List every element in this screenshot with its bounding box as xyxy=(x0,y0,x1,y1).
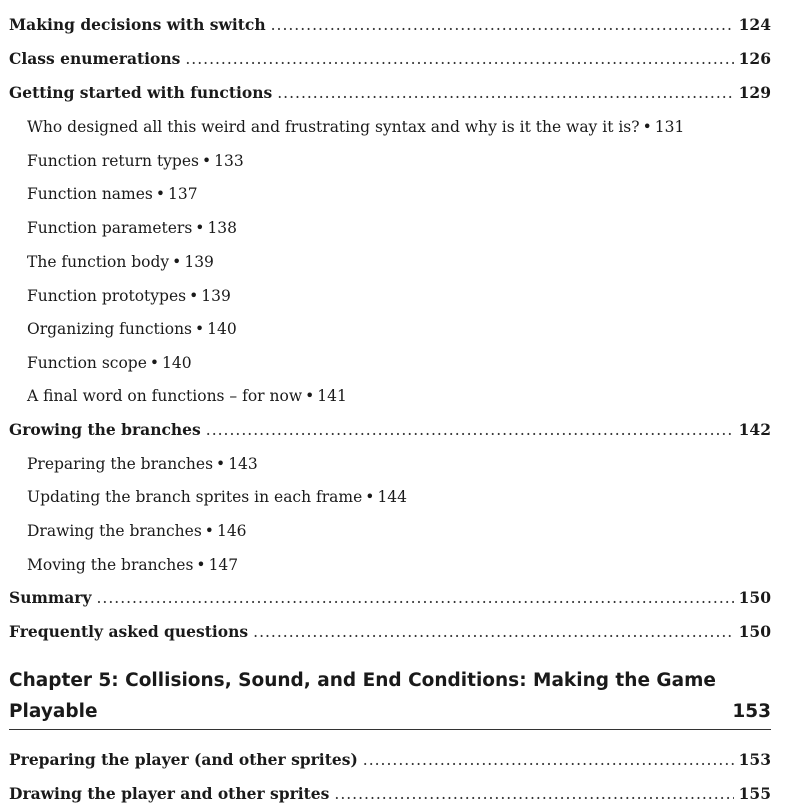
entry-title: Class enumerations xyxy=(9,49,181,68)
toc-entry xyxy=(9,13,771,37)
entry-page: 140 xyxy=(162,354,192,372)
entry-title: Function names xyxy=(27,185,153,203)
entry-title: Function parameters xyxy=(27,219,193,237)
dot-leader xyxy=(185,47,733,71)
toc-entry xyxy=(9,418,771,442)
entry-page: 138 xyxy=(207,219,238,237)
entry-page: 142 xyxy=(738,420,771,439)
entry-page: 140 xyxy=(207,320,237,338)
bullet: • xyxy=(201,152,212,170)
toc-subentry xyxy=(27,553,238,577)
bullet: • xyxy=(149,354,160,372)
entry-title: A final word on functions – for now xyxy=(27,387,303,405)
chapter-title-line1: Chapter 5: Collisions, Sound, and End Conditions: Making the Game xyxy=(9,670,716,691)
entry-page: 147 xyxy=(208,556,239,574)
chapter-title-line2: Playable xyxy=(9,701,98,722)
toc-subentry xyxy=(27,250,214,274)
entry-page: 141 xyxy=(317,387,347,405)
entry-title: Getting started with functions xyxy=(9,83,273,102)
bullet: • xyxy=(196,556,206,574)
toc-subentry xyxy=(27,284,231,308)
entry-title: Organizing functions xyxy=(27,320,193,338)
bullet: • xyxy=(195,219,205,237)
entry-title: Function prototypes xyxy=(27,287,187,305)
bullet: • xyxy=(305,387,315,405)
entry-title: Function return types xyxy=(27,152,199,170)
toc-entry xyxy=(9,586,771,610)
entry-page: 131 xyxy=(654,118,685,136)
entry-title: Function scope xyxy=(27,354,147,372)
dot-leader xyxy=(277,81,733,105)
entry-page: 146 xyxy=(216,522,247,540)
toc-subentry xyxy=(27,182,198,206)
entry-title: Summary xyxy=(9,588,92,607)
entry-title: Growing the branches xyxy=(9,420,201,439)
dot-leader xyxy=(253,620,734,644)
entry-title: Drawing the branches xyxy=(27,522,202,540)
toc-entry xyxy=(9,47,771,71)
entry-page: 139 xyxy=(184,253,214,271)
chapter-divider xyxy=(9,729,771,730)
bullet: • xyxy=(216,455,226,473)
entry-title: Drawing the player and other sprites xyxy=(9,784,330,803)
toc-subentry xyxy=(27,216,237,240)
entry-title: Preparing the player (and other sprites) xyxy=(9,750,358,769)
entry-title: Updating the branch sprites in each frame xyxy=(27,488,363,506)
entry-title: The function body xyxy=(27,253,170,271)
dot-leader xyxy=(271,13,734,37)
entry-page: 126 xyxy=(738,49,771,68)
dot-leader xyxy=(334,782,733,806)
toc-entry xyxy=(9,81,771,105)
entry-page: 137 xyxy=(168,185,198,203)
entry-page: 144 xyxy=(377,488,408,506)
toc-subentry xyxy=(27,351,192,375)
entry-title: Making decisions with switch xyxy=(9,15,266,34)
entry-title: Moving the branches xyxy=(27,556,194,574)
entry-page: 124 xyxy=(738,15,771,34)
dot-leader xyxy=(363,748,734,772)
bullet: • xyxy=(204,522,214,540)
toc-subentry xyxy=(27,317,237,341)
entry-page: 153 xyxy=(738,750,771,769)
toc-subentry xyxy=(27,452,258,476)
toc-entry xyxy=(9,782,771,806)
entry-page: 155 xyxy=(738,784,771,803)
toc-subentry xyxy=(27,519,247,543)
bullet: • xyxy=(155,185,166,203)
entry-page: 150 xyxy=(738,588,771,607)
entry-page: 133 xyxy=(214,152,244,170)
entry-title: Frequently asked questions xyxy=(9,622,249,641)
entry-page: 139 xyxy=(201,287,231,305)
entry-page: 129 xyxy=(738,83,771,102)
entry-page: 150 xyxy=(738,622,771,641)
dot-leader xyxy=(96,586,733,610)
bullet: • xyxy=(642,118,652,136)
toc-subentry xyxy=(27,149,244,173)
bullet: • xyxy=(189,287,199,305)
toc-subentry xyxy=(27,485,407,509)
bullet: • xyxy=(365,488,375,506)
dot-leader xyxy=(206,418,734,442)
chapter-page: 153 xyxy=(732,701,771,722)
chapter-heading xyxy=(9,670,771,730)
bullet: • xyxy=(172,253,182,271)
toc-subentry xyxy=(27,384,347,408)
entry-title: Preparing the branches xyxy=(27,455,214,473)
entry-page: 143 xyxy=(228,455,258,473)
toc-entry xyxy=(9,620,771,644)
toc-subentry xyxy=(27,115,684,139)
toc-entry xyxy=(9,748,771,772)
entry-title: Who designed all this weird and frustrating syntax and why is it the way it is? xyxy=(27,118,640,136)
bullet: • xyxy=(195,320,205,338)
